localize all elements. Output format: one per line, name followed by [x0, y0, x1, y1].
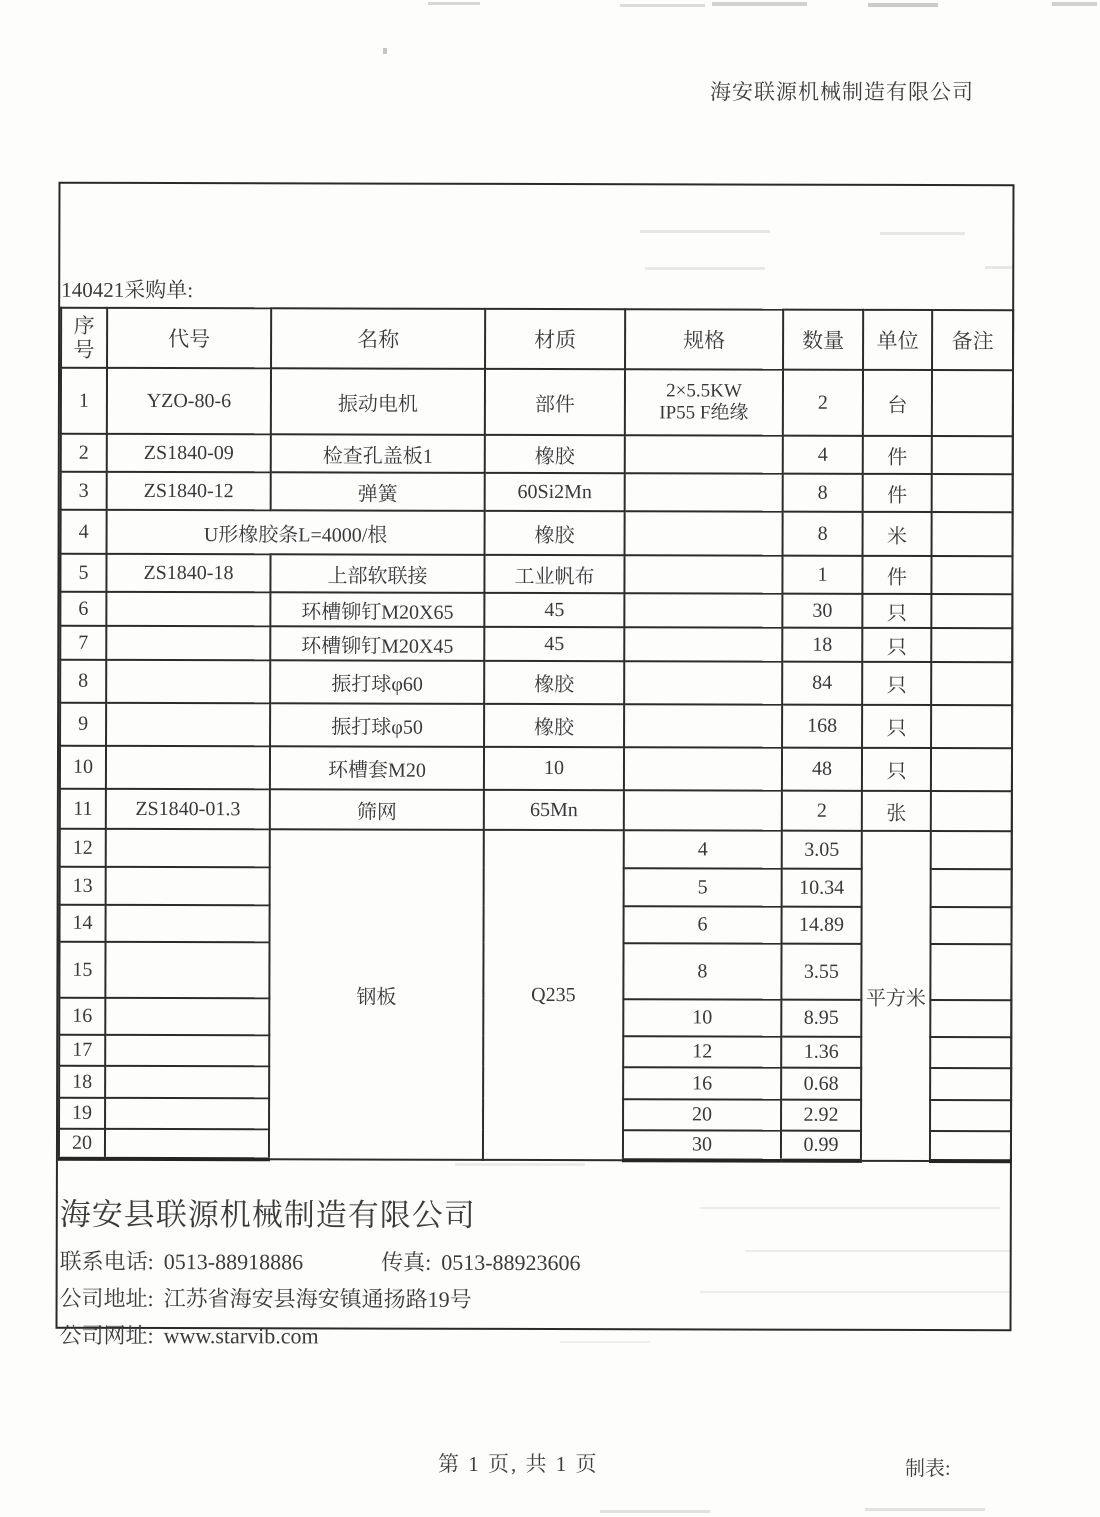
table-row	[61, 434, 1013, 474]
item-code	[105, 1035, 269, 1066]
table-row	[60, 746, 1012, 791]
letterhead-company: 海安联源机械制造有限公司	[710, 80, 974, 104]
scan-artifact	[1052, 2, 1097, 6]
item-qty: 3.05	[782, 831, 862, 869]
item-remark	[930, 1037, 1011, 1068]
contact-phone-row	[60, 1243, 1010, 1282]
item-unit: 台	[863, 370, 932, 436]
item-remark	[931, 869, 1012, 907]
item-material: 橡胶	[484, 661, 624, 704]
item-spec: 30	[623, 1130, 781, 1160]
item-unit: 米	[863, 512, 932, 556]
item-qty: 1.36	[781, 1037, 861, 1068]
item-unit: 只	[862, 748, 931, 791]
item-remark	[932, 436, 1013, 474]
page-number: 第 1 页, 共 1 页	[438, 1452, 599, 1476]
scan-artifact	[865, 1508, 985, 1511]
row-number: 5	[60, 554, 106, 592]
row-number: 8	[60, 660, 106, 703]
row-number: 3	[61, 472, 107, 510]
scan-artifact	[600, 1510, 710, 1513]
item-name: 环槽铆钉M20X65	[270, 592, 484, 627]
item-name: 振动电机	[271, 368, 485, 435]
item-remark	[930, 1100, 1011, 1131]
column-header: 规格	[625, 309, 783, 369]
item-qty: 48	[782, 748, 862, 791]
document-frame	[56, 182, 1015, 1349]
item-material: 橡胶	[485, 511, 625, 555]
item-qty: 2.92	[781, 1100, 861, 1131]
item-unit: 只	[862, 662, 931, 705]
item-qty: 3.55	[781, 944, 861, 1000]
contact-block	[59, 1189, 1009, 1356]
website-value: www.starvib.com	[163, 1323, 319, 1349]
item-material: 60Si2Mn	[485, 473, 625, 511]
item-name: 检查孔盖板1	[271, 434, 485, 473]
item-code	[106, 592, 270, 626]
row-number: 13	[60, 867, 106, 905]
row-number: 10	[60, 746, 106, 789]
column-header: 代号	[107, 308, 271, 368]
item-code	[105, 998, 269, 1035]
item-spec	[624, 661, 782, 704]
item-code	[105, 1098, 269, 1129]
item-remark	[931, 705, 1012, 748]
item-qty: 4	[783, 436, 863, 474]
item-name: 弹簧	[271, 472, 485, 511]
purchase-order-table	[58, 307, 1014, 1163]
item-material: 工业帆布	[484, 555, 624, 593]
website-label: 公司网址:	[59, 1322, 154, 1349]
item-spec: 10	[623, 999, 781, 1036]
item-material: 部件	[485, 369, 625, 435]
table-row	[60, 703, 1012, 748]
item-qty: 8	[783, 512, 863, 556]
column-header: 材质	[485, 309, 625, 369]
row-number: 16	[59, 998, 105, 1035]
item-code: ZS1840-18	[106, 554, 270, 592]
scan-artifact	[428, 2, 480, 5]
item-name: 钢板	[269, 829, 484, 1160]
item-code	[106, 703, 270, 746]
item-qty: 10.34	[782, 869, 862, 907]
item-code: ZS1840-09	[107, 434, 271, 472]
item-spec: 16	[623, 1067, 781, 1099]
item-unit: 只	[862, 705, 931, 748]
item-code	[105, 942, 269, 998]
item-qty: 2	[782, 791, 862, 831]
item-spec: 20	[623, 1099, 781, 1130]
scan-artifact	[712, 2, 807, 6]
fax-value: 0513-88923606	[441, 1249, 581, 1276]
item-unit: 件	[863, 474, 932, 512]
contact-company: 海安县联源机械制造有限公司	[59, 1196, 476, 1233]
item-remark	[931, 662, 1012, 705]
item-code: ZS1840-01.3	[106, 789, 270, 829]
row-number: 17	[59, 1035, 105, 1066]
item-qty: 168	[782, 705, 862, 748]
table-row	[61, 472, 1013, 512]
item-unit: 只	[862, 628, 931, 662]
item-qty: 1	[782, 556, 862, 594]
item-qty: 14.89	[782, 907, 862, 944]
item-material: 45	[484, 593, 624, 627]
phone-label: 联系电话:	[59, 1248, 154, 1275]
item-spec: 2×5.5KW IP55 F绝缘	[625, 369, 783, 435]
item-unit: 只	[862, 594, 931, 628]
item-code	[106, 867, 270, 905]
item-qty: 18	[782, 628, 862, 662]
column-header: 单位	[863, 310, 932, 370]
item-spec	[625, 511, 783, 555]
item-code	[106, 660, 270, 703]
table-row	[60, 789, 1012, 831]
row-number: 2	[61, 434, 107, 472]
row-number: 6	[60, 592, 106, 626]
phone-value: 0513-88918886	[163, 1249, 304, 1275]
contact-address-row	[60, 1280, 1010, 1319]
item-remark	[931, 594, 1012, 628]
table-row	[61, 368, 1013, 436]
table-row	[60, 829, 1012, 869]
column-header: 名称	[271, 308, 485, 369]
row-number: 7	[60, 626, 106, 660]
item-spec: 6	[624, 906, 782, 943]
doc-title: 140421采购单:	[61, 277, 194, 303]
item-spec: 4	[624, 830, 782, 868]
table-row	[60, 660, 1012, 705]
scan-artifact	[620, 4, 705, 7]
item-remark	[932, 370, 1013, 436]
row-number: 15	[59, 942, 105, 998]
item-name: 环槽铆钉M20X45	[270, 626, 484, 661]
row-number: 12	[60, 829, 106, 867]
address-value: 江苏省海安县海安镇通扬路19号	[163, 1286, 472, 1312]
scan-artifact	[868, 3, 938, 7]
contact-website-row	[59, 1317, 1009, 1356]
item-remark	[930, 1068, 1011, 1100]
item-remark	[931, 907, 1012, 944]
item-remark	[931, 556, 1012, 594]
row-number: 20	[59, 1129, 105, 1159]
item-name: U形橡胶条L=4000/根	[107, 510, 485, 555]
item-remark	[930, 944, 1011, 1000]
item-qty: 2	[783, 370, 863, 436]
fax-label: 传真:	[381, 1249, 432, 1275]
address-label: 公司地址:	[59, 1285, 154, 1312]
scan-artifact	[383, 48, 387, 54]
table-row	[61, 510, 1013, 556]
item-remark	[931, 748, 1012, 791]
row-number: 4	[61, 510, 107, 554]
column-header: 数量	[783, 310, 863, 370]
row-number: 11	[60, 789, 106, 829]
item-code	[105, 1066, 269, 1098]
item-material: Q235	[483, 830, 624, 1160]
item-unit: 张	[862, 791, 931, 831]
item-code	[105, 1129, 269, 1159]
item-name: 振打球φ50	[270, 703, 484, 747]
item-material: 65Mn	[484, 790, 624, 830]
item-material: 橡胶	[485, 435, 625, 473]
table-row	[60, 626, 1012, 662]
item-spec	[624, 555, 782, 593]
item-unit: 件	[862, 556, 931, 594]
column-header: 备注	[932, 310, 1013, 370]
item-qty: 30	[782, 594, 862, 628]
maker-label: 制表:	[905, 1458, 951, 1480]
table-row	[61, 308, 1013, 370]
item-unit: 平方米	[861, 831, 931, 1161]
item-name: 筛网	[270, 789, 484, 830]
item-spec: 5	[624, 868, 782, 906]
item-name: 振打球φ60	[270, 660, 484, 704]
item-spec	[625, 435, 783, 473]
item-unit: 件	[863, 436, 932, 474]
item-qty: 8.95	[781, 1000, 861, 1037]
item-spec	[624, 747, 782, 790]
item-code: ZS1840-12	[107, 472, 271, 510]
item-spec	[624, 704, 782, 747]
row-number: 19	[59, 1098, 105, 1129]
item-code	[106, 746, 270, 789]
item-remark	[932, 512, 1013, 556]
item-remark	[931, 831, 1012, 869]
item-material: 橡胶	[484, 704, 624, 747]
row-number: 14	[60, 905, 106, 942]
item-code	[106, 626, 270, 660]
column-header: 序 号	[61, 308, 107, 368]
item-spec	[624, 593, 782, 627]
item-remark	[932, 474, 1013, 512]
row-number: 1	[61, 368, 107, 434]
item-code	[106, 905, 270, 942]
item-remark	[931, 791, 1012, 831]
item-remark	[930, 1000, 1011, 1037]
item-spec	[624, 627, 782, 661]
item-spec: 8	[623, 943, 781, 999]
row-number: 9	[60, 703, 106, 746]
item-remark	[930, 1131, 1011, 1161]
table-row	[60, 592, 1012, 628]
row-number: 18	[59, 1066, 105, 1098]
item-qty: 0.68	[781, 1068, 861, 1100]
item-qty: 84	[782, 662, 862, 705]
item-code	[106, 829, 270, 867]
item-material: 45	[484, 627, 624, 661]
item-material: 10	[484, 747, 624, 790]
item-name: 环槽套M20	[270, 746, 484, 790]
table-row	[60, 554, 1012, 594]
item-spec	[625, 473, 783, 511]
item-name: 上部软联接	[270, 554, 484, 593]
item-spec	[624, 790, 782, 830]
item-qty: 8	[783, 474, 863, 512]
item-spec: 12	[623, 1036, 781, 1067]
item-remark	[931, 628, 1012, 662]
item-qty: 0.99	[781, 1131, 861, 1161]
item-code: YZO-80-6	[107, 368, 271, 434]
